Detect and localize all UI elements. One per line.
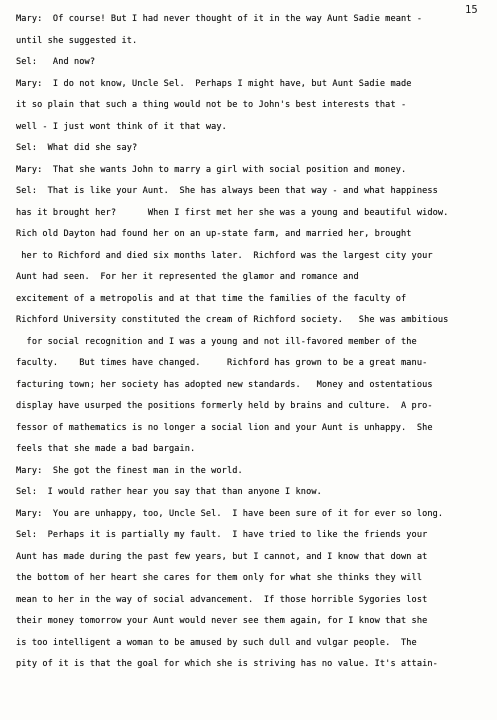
- script-text: [16, 9, 494, 676]
- text-line: Rich old Dayton had found her on an up-state farm, and married her, brought: [16, 229, 412, 239]
- text-line: Mary: Of course! But I had never thought of it in the way Aunt Sadie meant -: [16, 14, 423, 24]
- text-line: Mary: That she wants John to marry a girl with social position and money.: [16, 164, 407, 175]
- text-line: the bottom of her heart she cares for them only for what she thinks they will: [16, 573, 423, 583]
- text-line: display have usurped the positions formerly held by brains and culture. A pro-: [16, 401, 433, 411]
- text-line: Mary: I do not know, Uncle Sel. Perhaps I might have, but Aunt Sadie made: [16, 78, 412, 89]
- text-line: Sel: And now?: [16, 57, 96, 67]
- text-line: their money tomorrow your Aunt would never see them again, for I know that she: [16, 616, 428, 626]
- text-line: Richford University constituted the cream of Richford society. She was ambitious: [16, 315, 449, 325]
- text-line: Mary: You are unhappy, too, Uncle Sel. I have been sure of it for ever so long.: [16, 508, 444, 519]
- text-line: excitement of a metropolis and at that time the families of the faculty of: [16, 293, 407, 304]
- text-line: Aunt has made during the past few years, but I cannot, and I know that down at: [16, 551, 428, 562]
- text-line: feels that she made a bad bargain.: [16, 444, 196, 454]
- text-line: Sel: Perhaps it is partially my fault. I have tried to like the friends your: [16, 530, 428, 540]
- text-line: her to Richford and died six months later. Richford was the largest city your: [16, 250, 433, 261]
- text-line: Sel: I would rather hear you say that than anyone I know.: [16, 487, 322, 497]
- text-line: mean to her in the way of social advancement. If those horrible Sygories lost: [16, 594, 428, 605]
- text-line: pity of it is that the goal for which she is striving has no value. It's attain-: [16, 659, 438, 669]
- text-line: Sel: What did she say?: [16, 143, 138, 153]
- text-line: facturing town; her society has adopted new standards. Money and ostentatious: [16, 379, 433, 390]
- text-line: until she suggested it.: [16, 35, 138, 46]
- text-line: Aunt had seen. For her it represented the glamor and romance and: [16, 272, 359, 282]
- text-line: well - I just wont think of it that way.: [16, 121, 227, 132]
- text-line: for social recognition and I was a young and not ill-favored member of the: [16, 336, 417, 347]
- text-line: it so plain that such a thing would not be to John's best interests that -: [16, 100, 407, 110]
- text-line: Mary: She got the finest man in the world.: [16, 465, 243, 476]
- text-line: Sel: That is like your Aunt. She has always been that way - and what happiness: [16, 186, 438, 196]
- page-number: 15: [465, 4, 478, 16]
- text-line: faculty. But times have changed. Richford has grown to be a great manu-: [16, 358, 428, 368]
- text-line: has it brought her? When I first met her she was a young and beautiful widow.: [16, 207, 449, 218]
- text-line: is too intelligent a woman to be amused by such dull and vulgar people. The: [16, 637, 417, 648]
- text-line: fessor of mathematics is no longer a social lion and your Aunt is unhappy. She: [16, 422, 433, 433]
